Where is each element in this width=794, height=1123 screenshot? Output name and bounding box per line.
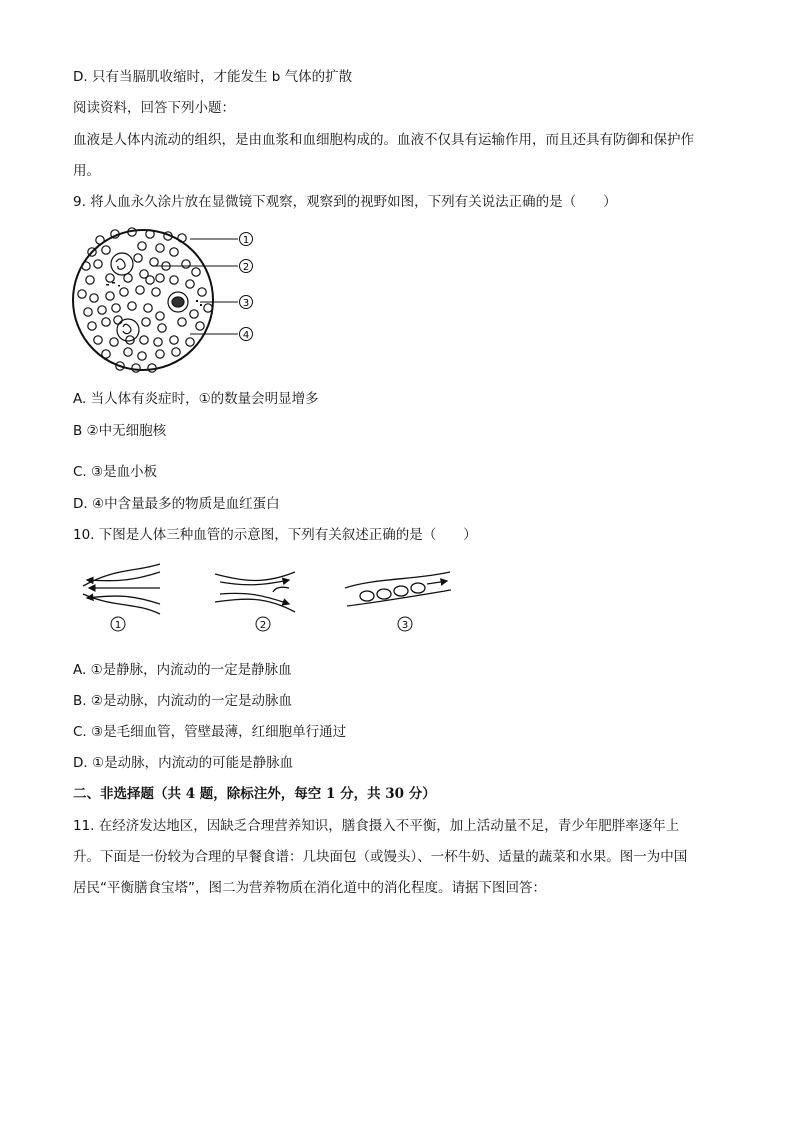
q9-option-a: A. 当人体有炎症时，①的数量会明显增多 — [73, 391, 319, 407]
red-blood-cell — [78, 290, 86, 298]
red-blood-cell — [134, 254, 142, 262]
red-blood-cell — [102, 350, 110, 358]
red-blood-cell — [170, 248, 178, 256]
svg-text:3: 3 — [401, 620, 409, 631]
red-blood-cell — [198, 288, 206, 296]
red-blood-cell — [156, 244, 164, 252]
red-blood-cell — [156, 350, 164, 358]
q10-option-a: A. ①是静脉，内流动的一定是静脉血 — [73, 662, 292, 678]
white-blood-cell-3 — [168, 292, 188, 312]
vessel-2 — [215, 572, 295, 612]
q10-option-b: B. ②是动脉，内流动的一定是动脉血 — [73, 693, 292, 709]
label-2 — [240, 260, 253, 274]
red-blood-cell — [94, 260, 102, 268]
red-blood-cell — [102, 246, 110, 254]
red-blood-cell — [150, 258, 158, 266]
question-9: 9. 将人血永久涂片放在显微镜下观察，观察到的视野如图，下列有关说法正确的是（ ） — [73, 194, 617, 210]
svg-text:3: 3 — [242, 298, 250, 309]
red-blood-cell — [106, 292, 114, 300]
red-blood-cell — [112, 304, 120, 312]
red-blood-cell — [106, 274, 114, 282]
reading-material-line-2: 用。 — [73, 163, 100, 179]
label-1 — [240, 233, 253, 247]
red-blood-cell — [94, 336, 102, 344]
red-blood-cell — [204, 304, 212, 312]
white-blood-cell-4 — [117, 319, 139, 341]
q9-option-b: B ②中无细胞核 — [73, 423, 167, 439]
red-blood-cell — [124, 348, 132, 356]
svg-text:1: 1 — [114, 620, 122, 631]
red-blood-cell — [84, 308, 92, 316]
question-11-line-3: 居民“平衡膳食宝塔”，图二为营养物质在消化道中的消化程度。请据下图回答： — [73, 880, 546, 896]
red-blood-cell — [172, 348, 180, 356]
q9-option-c: C. ③是血小板 — [73, 464, 158, 480]
microscope-field — [73, 230, 213, 370]
red-blood-cell — [110, 338, 118, 346]
red-blood-cell — [138, 242, 146, 250]
reading-instruction: 阅读资料，回答下列小题： — [73, 100, 235, 116]
vessel-label-2 — [256, 617, 270, 631]
section-2-heading: 二、非选择题（共 4 题，除标注外，每空 1 分，共 30 分） — [73, 786, 436, 802]
red-blood-cell — [102, 318, 110, 326]
vessel-1 — [83, 564, 160, 614]
red-blood-cell — [88, 322, 96, 330]
vessel-3 — [345, 572, 451, 606]
red-blood-cell — [120, 288, 128, 296]
red-blood-cell — [182, 260, 190, 268]
q9-option-d: D. ④中含量最多的物质是血红蛋白 — [73, 496, 280, 512]
red-blood-cell — [90, 294, 98, 302]
red-blood-cell — [86, 276, 94, 284]
red-blood-cell — [98, 306, 106, 314]
red-blood-cell — [152, 288, 160, 296]
svg-text:1: 1 — [242, 235, 250, 246]
svg-text:4: 4 — [242, 330, 250, 341]
label-3 — [240, 296, 253, 310]
q10-option-c: C. ③是毛细血管，管壁最薄，红细胞单行通过 — [73, 724, 347, 740]
red-blood-cell — [132, 364, 140, 372]
question-11-line-1: 11. 在经济发达地区，因缺乏合理营养知识，膳食摄入不平衡，加上活动量不足，青少年肥胖率逐年上 — [73, 818, 680, 834]
red-blood-cell — [192, 268, 200, 276]
red-blood-cell — [186, 338, 194, 346]
q10-option-d: D. ①是动脉，内流动的可能是静脉血 — [73, 755, 294, 771]
blood-vessels-figure — [75, 558, 475, 638]
red-blood-cell — [136, 286, 144, 294]
red-blood-cell — [154, 338, 162, 346]
svg-text:2: 2 — [259, 620, 267, 631]
reading-material-line-1: 血液是人体内流动的组织，是由血浆和血细胞构成的。血液不仅具有运输作用，而且还具有防御和保护作 — [73, 132, 694, 148]
red-blood-cell — [144, 304, 152, 312]
question-10: 10. 下图是人体三种血管的示意图，下列有关叙述正确的是（ ） — [73, 527, 477, 543]
red-blood-cell — [156, 312, 164, 320]
svg-text:2: 2 — [242, 262, 250, 273]
blood-smear-figure — [70, 222, 290, 382]
red-blood-cell — [190, 310, 198, 318]
red-blood-cell — [178, 318, 186, 326]
vessel-label-3 — [398, 617, 412, 631]
red-blood-cell — [170, 336, 178, 344]
white-blood-cell-2 — [111, 253, 133, 275]
vessel-label-1 — [111, 617, 125, 631]
red-blood-cell — [138, 352, 146, 360]
red-blood-cell — [142, 318, 150, 326]
question-11-line-2: 升。下面是一份较为合理的早餐食谱：几块面包（或馒头）、一杯牛奶、适量的蔬菜和水果。图一为中国 — [73, 849, 688, 865]
red-blood-cell — [186, 280, 194, 288]
red-blood-cell — [82, 262, 90, 270]
red-blood-cell — [196, 322, 204, 330]
red-blood-cell — [146, 276, 154, 284]
red-blood-cell — [156, 274, 164, 282]
red-blood-cell — [158, 324, 166, 332]
label-4 — [240, 328, 253, 342]
red-blood-cell — [170, 276, 178, 284]
red-blood-cell — [96, 236, 104, 244]
red-blood-cell — [140, 336, 148, 344]
red-blood-cell — [114, 316, 122, 324]
red-blood-cell — [128, 302, 136, 310]
option-d-prev: D. 只有当膈肌收缩时，才能发生 b 气体的扩散 — [73, 69, 353, 85]
